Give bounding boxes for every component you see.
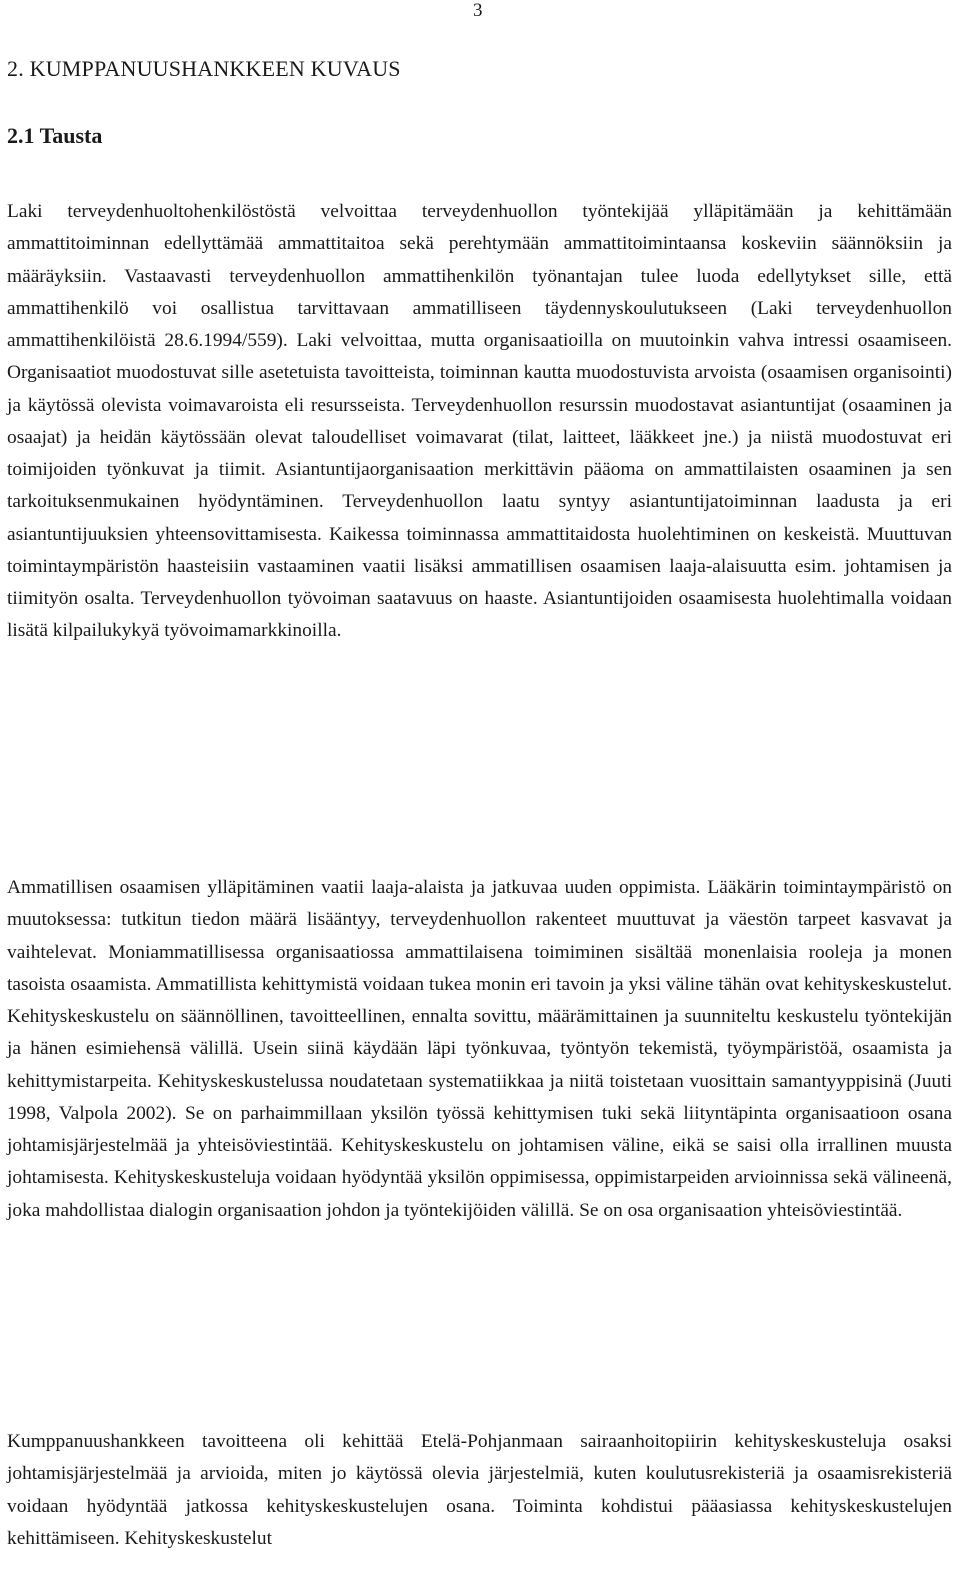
body-paragraph-3: Kumppanuushankkeen tavoitteena oli kehittää Etelä-Pohjanmaan sairaanhoitopiirin kehityskeskusteluja osaksi johtamisjärjestelmää ja arvioida, miten jo käytössä olevia järjestelmiä, kuten koulutusrekisteriä ja osaamisrekisteriä voidaan hyödyntää jatkossa kehityskeskustelujen osana. Toiminta kohdistui pääasiassa kehityskeskustelujen kehittämiseen. Kehityskeskustelut <box>7 1431 952 1549</box>
section-heading: 2.1 Tausta <box>7 123 103 148</box>
body-paragraph-2: Ammatillisen osaamisen ylläpitäminen vaatii laaja-alaista ja jatkuvaa uuden oppimista. Lääkärin toimintaympäristö on muutoksessa: tutkitun tiedon määrä lisääntyy, terveydenhuollon rakenteet muuttuvat ja väestön tarpeet kasvavat ja vaihtelevat. Moniammatillisessa organisaatiossa ammattilaisena toimiminen sisältää monenlaisia rooleja ja monen tasoista osaamista. Ammatillista kehittymistä voidaan tukea monin eri tavoin ja yksi väline tähän ovat kehityskeskustelut. Kehityskeskustelu on säännöllinen, tavoitteellinen, ennalta sovittu, määrämittainen ja suunniteltu keskustelu työntekijän ja hänen esimiehensä välillä. Usein siinä käydään läpi työnkuvaa, työntyön tekemistä, työympäristöä, osaamista ja kehittymistarpeita. Kehityskeskustelussa noudatetaan systematiikkaa ja niitä toistetaan vuosittain samantyyppisinä (Juuti 1998, Valpola 2002). Se on parhaimmillaan yksilön työssä kehittymisen tuki sekä liityntäpinta organisaatioon osana johtamisjärjestelmää ja yhteisöviestintää. Kehityskeskustelu on johtamisen väline, eikä se saisi olla irrallinen muusta johtamisesta. Kehityskeskusteluja voidaan hyödyntää yksilön oppimisessa, oppimistarpeiden arvioinnissa sekä välineenä, joka mahdollistaa dialogin organisaation johdon ja työntekijöiden välillä. Se on osa organisaation yhteisöviestintää. <box>7 877 952 1221</box>
page-number: 3 <box>473 0 483 21</box>
body-paragraph-1: Laki terveydenhuoltohenkilöstöstä velvoittaa terveydenhuollon työntekijää ylläpitämään ja kehittämään ammattitoiminnan edellyttämää ammattitaitoa sekä perehtymään ammattitoimintaansa koskeviin säännöksiin ja määräyksiin. Vastaavasti terveydenhuollon ammattihenkilön työnantajan tulee luoda edellytykset sille, että ammattihenkilö voi osallistua tarvittavaan ammatilliseen täydennyskoulutukseen (Laki terveydenhuollon ammattihenkilöistä 28.6.1994/559). Laki velvoittaa, mutta organisaatioilla on muutoinkin vahva intressi osaamiseen. Organisaatiot muodostuvat sille asetetuista tavoitteista, toiminnan kautta muodostuvista arvoista (osaamisen organisointi) ja käytössä olevista voimavaroista eli resursseista. Terveydenhuollon resurssin muodostavat asiantuntijat (osaaminen ja osaajat) ja heidän käytössään olevat taloudelliset voimavarat (tilat, laitteet, lääkkeet jne.) ja niistä muodostuvat eri toimijoiden työnkuvat ja tiimit. Asiantuntijaorganisaation merkittävin pääoma on ammattilaisten osaaminen ja sen tarkoituksenmukainen hyödyntäminen. Terveydenhuollon laatu syntyy asiantuntijatoiminnan laadusta ja eri asiantuntijuuksien yhteensovittamisesta. Kaikessa toiminnassa ammattitaidosta huolehtiminen on keskeistä. Muuttuvan toimintaympäristön haasteisiin vastaaminen vaatii lisäksi ammatillisen osaamisen laaja-alaisuutta esim. johtamisen ja tiimityön osalta. Terveydenhuollon työvoiman saatavuus on haaste. Asiantuntijoiden osaamisesta huolehtimalla voidaan lisätä kilpailukykyä työvoimamarkkinoilla. <box>7 201 952 642</box>
chapter-heading: 2. KUMPPANUUSHANKKEEN KUVAUS <box>7 56 401 81</box>
